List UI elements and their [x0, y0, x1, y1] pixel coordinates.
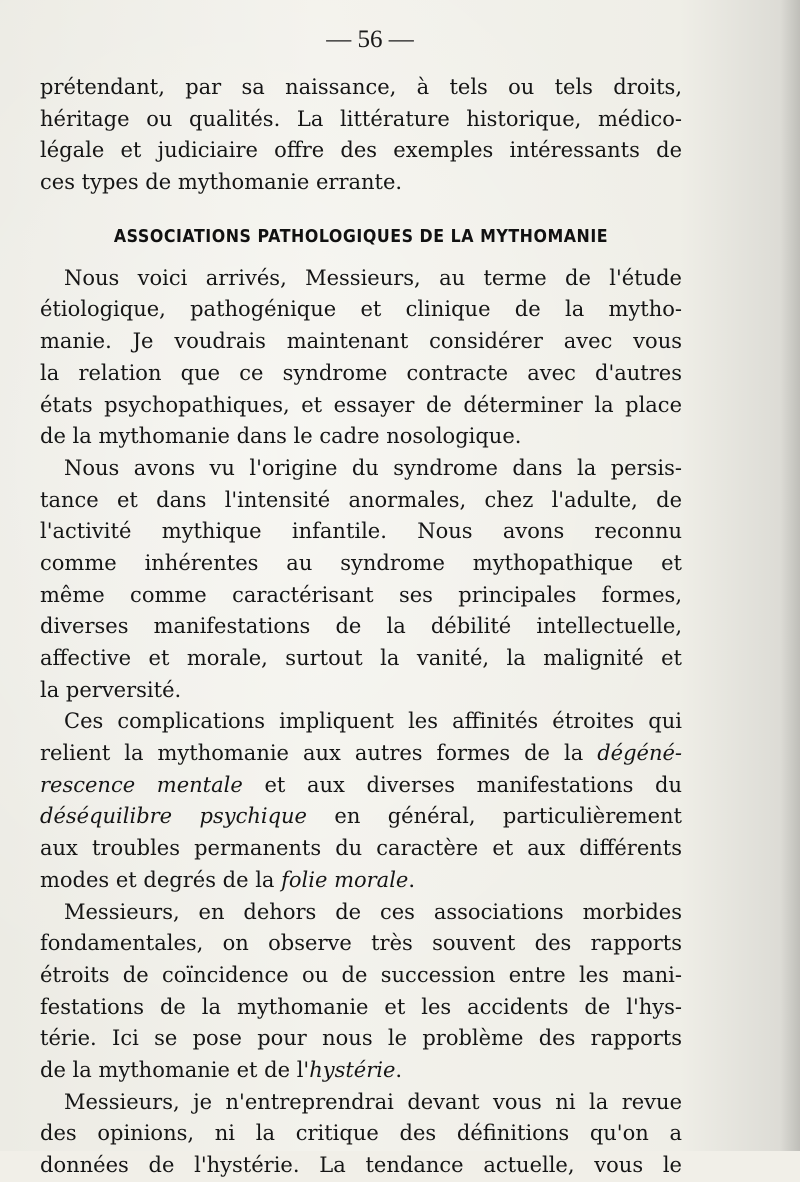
italic-term: rescence mentale [40, 772, 243, 797]
text-line: Messieurs, en dehors de ces associations morbides [64, 899, 682, 924]
text-run: en général, particulièrement [306, 804, 682, 829]
paragraph-2 [40, 453, 682, 707]
text-run: . [395, 1057, 403, 1082]
text-line: diverses manifestations de la débilité intellectuelle, [40, 614, 682, 639]
page-edge-shadow [780, 0, 800, 1151]
intro-paragraph [40, 72, 682, 199]
text-line: Messieurs, je n'entreprendrai devant vous ni la revue [64, 1089, 682, 1114]
text-line: affective et morale, surtout la vanité, la malignité et [40, 646, 682, 670]
text-line [40, 738, 682, 770]
text-line: festations de la mythomanie et les accidents de l'hys- [40, 994, 682, 1019]
text-line: états psychopathiques, et essayer de déterminer la place [40, 392, 682, 417]
text-line: la relation que ce syndrome contracte avec d'autres [40, 360, 682, 385]
text-line: comme inhérentes au syndrome mythopathique et [40, 550, 682, 575]
text-line [40, 801, 682, 833]
text-line: de la mythomanie dans le cadre nosologique. [40, 424, 522, 449]
text-line: des opinions, ni la critique des définitions qu'on a [40, 1121, 682, 1146]
text-line [40, 770, 682, 802]
italic-term: dégéné- [597, 741, 682, 766]
text-line [40, 1055, 682, 1087]
body-text [40, 72, 682, 1182]
text-run: modes et degrés de la [40, 867, 282, 892]
text-line [40, 865, 682, 897]
italic-term: folie morale [281, 867, 409, 892]
text-line: Nous avons vu l'origine du syndrome dans la persis- [64, 455, 682, 480]
text-line: manie. Je voudrais maintenant considérer avec vous [40, 329, 682, 354]
text-run: et aux diverses manifestations du [242, 772, 682, 797]
text-line: l'activité mythique infantile. Nous avons reconnu [40, 519, 682, 544]
paragraph-1 [40, 263, 682, 453]
paragraph-4 [40, 897, 682, 1087]
italic-term: déséquilibre psychique [40, 804, 307, 829]
text-line: légale et judiciaire offre des exemples intéressants de [40, 138, 682, 163]
text-run: relient la mythomanie aux autres formes de la [40, 741, 598, 766]
text-line: aux troubles permanents du caractère et aux différents [40, 836, 682, 861]
page-number: — 56 — [326, 26, 414, 53]
text-line: fondamentales, on observe très souvent des rapports [40, 931, 682, 956]
text-line: Ces complications impliquent les affinités étroites qui [64, 709, 682, 734]
text-line: Nous voici arrivés, Messieurs, au terme de l'étude [64, 265, 682, 290]
text-line: même comme caractérisant ses principales formes, [40, 582, 682, 607]
text-line: étroits de coïncidence ou de succession entre les mani- [40, 962, 682, 987]
paragraph-5 [40, 1087, 682, 1182]
italic-term: hystérie [309, 1057, 396, 1082]
text-run: . [408, 867, 416, 892]
text-line: données de l'hystérie. La tendance actuelle, vous le [40, 1153, 682, 1177]
text-line: héritage ou qualités. La littérature historique, médico- [40, 106, 682, 131]
text-line: tance et dans l'intensité anormales, chez l'adulte, de [40, 487, 682, 512]
text-line: ces types de mythomanie errante. [40, 170, 403, 195]
text-line: prétendant, par sa naissance, à tels ou tels droits, [40, 75, 682, 99]
text-run: de la mythomanie et de l' [40, 1057, 310, 1082]
paragraph-3 [40, 706, 682, 896]
text-line: la perversité. [40, 677, 182, 702]
section-heading: ASSOCIATIONS PATHOLOGIQUES DE LA MYTHOMANIE [113, 225, 609, 247]
text-line: étiologique, pathogénique et clinique de la mytho- [40, 297, 682, 322]
text-line: térie. Ici se pose pour nous le problème des rapports [40, 1026, 682, 1051]
